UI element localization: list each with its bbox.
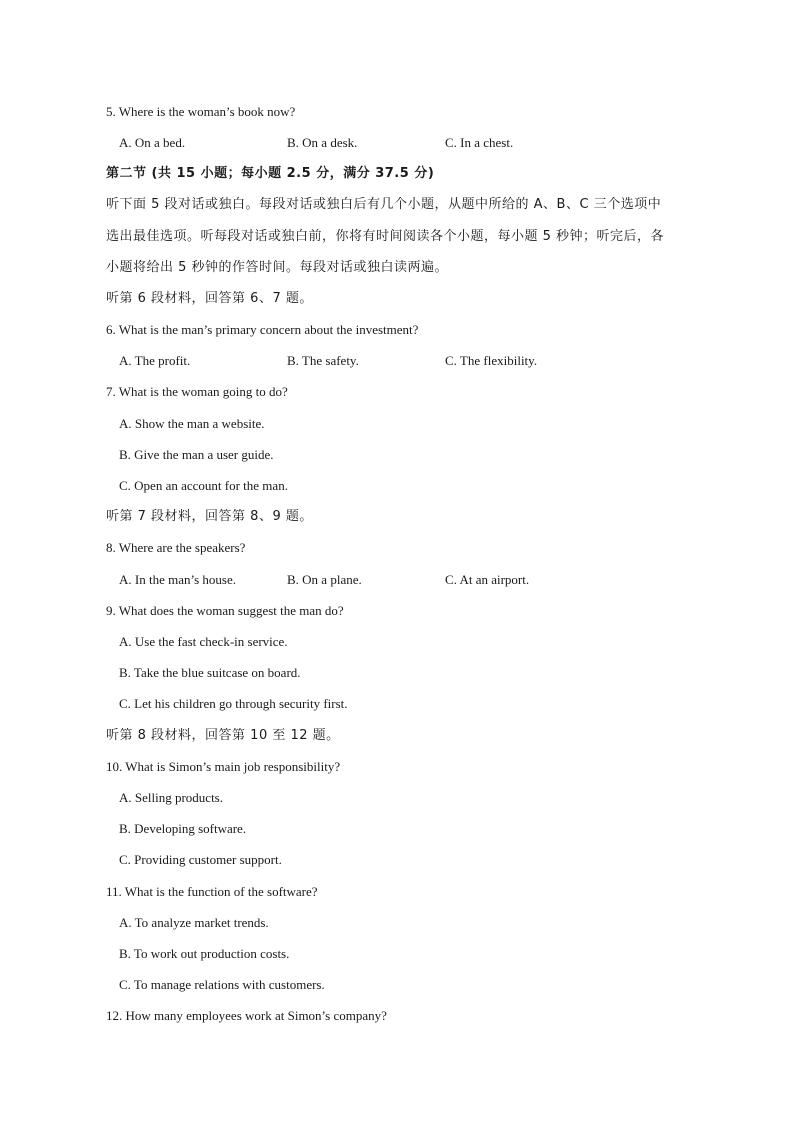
q9-option-a: A. Use the fast check-in service. [119, 634, 288, 649]
q10-option-c: C. Providing customer support. [119, 852, 282, 867]
q6-option-a: A. The profit. [119, 353, 191, 368]
question-8: 8. Where are the speakers? [106, 540, 246, 555]
question-10: 10. What is Simon’s main job responsibility? [106, 759, 341, 774]
question-12: 12. How many employees work at Simon’s company? [106, 1008, 387, 1023]
q7-option-b: B. Give the man a user guide. [119, 447, 274, 462]
q11-option-b: B. To work out production costs. [119, 946, 290, 961]
material-6-label: 听第 6 段材料，回答第 6、7 题。 [106, 291, 313, 306]
q9-option-b: B. Take the blue suitcase on board. [119, 665, 301, 680]
q7-option-a: A. Show the man a website. [119, 416, 265, 431]
question-9: 9. What does the woman suggest the man do? [106, 603, 344, 618]
question-5: 5. Where is the woman’s book now? [106, 104, 296, 119]
question-11: 11. What is the function of the software? [106, 884, 318, 899]
q8-option-a: A. In the man’s house. [119, 572, 236, 587]
material-8-label: 听第 8 段材料，回答第 10 至 12 题。 [106, 728, 340, 743]
section-2-instructions-line-1: 听下面 5 段对话或独白。每段对话或独白后有几个小题，从题中所给的 A、B、C 三个选项中 [106, 197, 662, 212]
q9-option-c: C. Let his children go through security first. [119, 696, 348, 711]
q6-option-b: B. The safety. [287, 353, 359, 368]
q8-option-b: B. On a plane. [287, 572, 362, 587]
q11-option-c: C. To manage relations with customers. [119, 977, 325, 992]
q5-option-b: B. On a desk. [287, 135, 358, 150]
q6-option-c: C. The flexibility. [445, 353, 538, 368]
q10-option-b: B. Developing software. [119, 821, 247, 836]
q11-option-a: A. To analyze market trends. [119, 915, 269, 930]
section-2-heading: 第二节 (共 15 小题；每小题 2.5 分，满分 37.5 分) [106, 166, 435, 181]
section-2-instructions-line-3: 小题将给出 5 秒钟的作答时间。每段对话或独白读两遍。 [106, 260, 449, 275]
question-7: 7. What is the woman going to do? [106, 384, 288, 399]
q5-option-c: C. In a chest. [445, 135, 514, 150]
q8-option-c: C. At an airport. [445, 572, 530, 587]
material-7-label: 听第 7 段材料，回答第 8、9 题。 [106, 509, 313, 524]
question-6: 6. What is the man’s primary concern about the investment? [106, 322, 419, 337]
q10-option-a: A. Selling products. [119, 790, 223, 805]
section-2-instructions-line-2: 选出最佳选项。听每段对话或独白前，你将有时间阅读各个小题，每小题 5 秒钟；听完后，各 [106, 229, 665, 244]
q5-option-a: A. On a bed. [119, 135, 186, 150]
q7-option-c: C. Open an account for the man. [119, 478, 288, 493]
